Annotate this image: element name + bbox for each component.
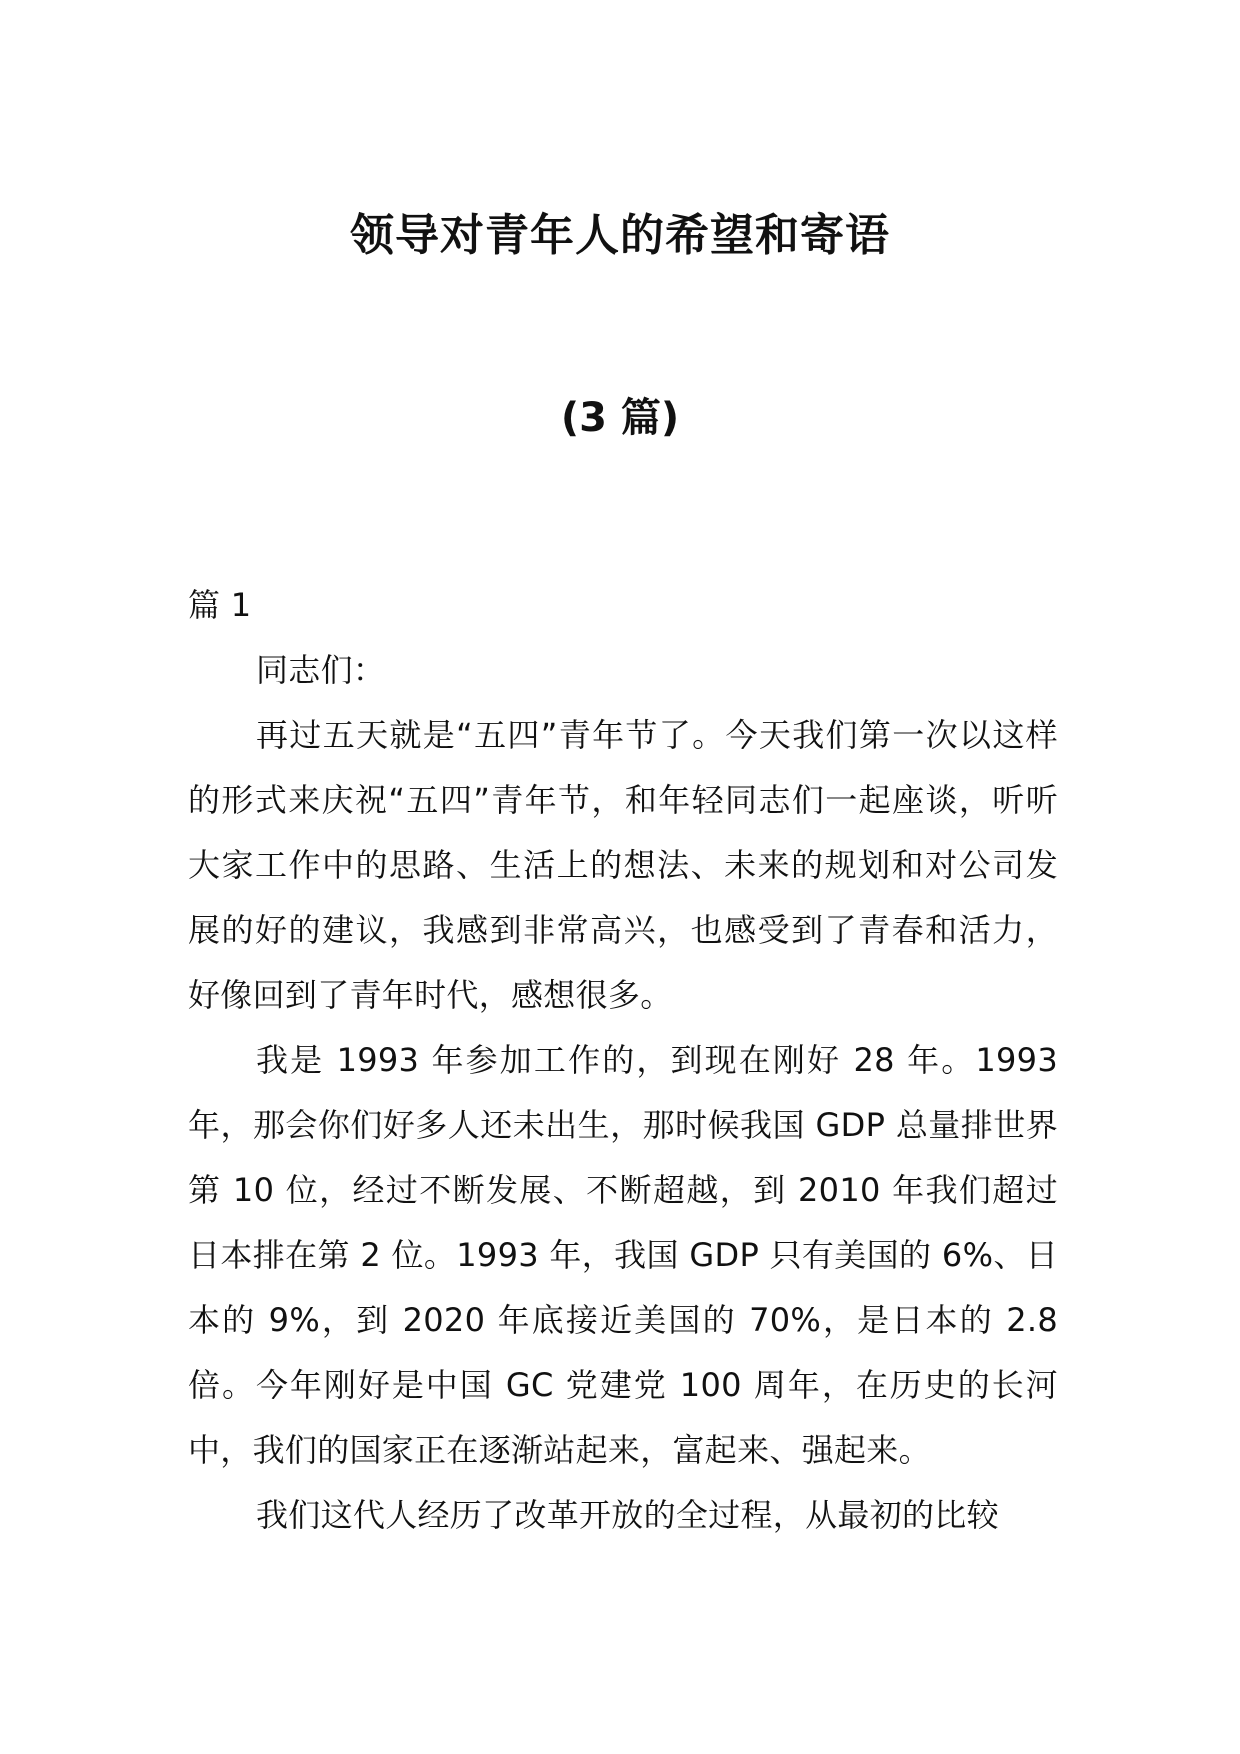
document-title: 领导对青年人的希望和寄语 bbox=[350, 210, 890, 261]
paragraph-1: 再过五天就是“五四”青年节了。今天我们第一次以这样的形式来庆祝“五四”青年节，和年轻同志们一起座谈，听听大家工作中的思路、生活上的想法、未来的规划和对公司发展的好的建议，我感到非常高兴，也感受到了青春和活力，好像回到了青年时代，感想很多。 bbox=[188, 716, 1058, 1014]
document-body bbox=[188, 573, 1058, 1548]
document-subtitle: (3 篇) bbox=[560, 395, 680, 441]
paragraph-3: 我们这代人经历了改革开放的全过程，从最初的比较 bbox=[256, 1496, 999, 1534]
salutation: 同志们： bbox=[256, 651, 386, 689]
section-label: 篇 1 bbox=[188, 586, 252, 624]
paragraph-2: 我是 1993 年参加工作的，到现在刚好 28 年。1993 年，那会你们好多人还未出生，那时候我国 GDP 总量排世界第 10 位，经过不断发展、不断超越，到 2010 年我们超过日本排在第 2 位。1993 年，我国 GDP 只有美国的 6%、日本的 9%，到 2020 年底接近美国的 70%，是日本的 2.8 倍。今年刚好是中国 GC 党建党 100 周年，在历史的长河中，我们的国家正在逐渐站起来，富起来、强起来。 bbox=[188, 1041, 1058, 1469]
